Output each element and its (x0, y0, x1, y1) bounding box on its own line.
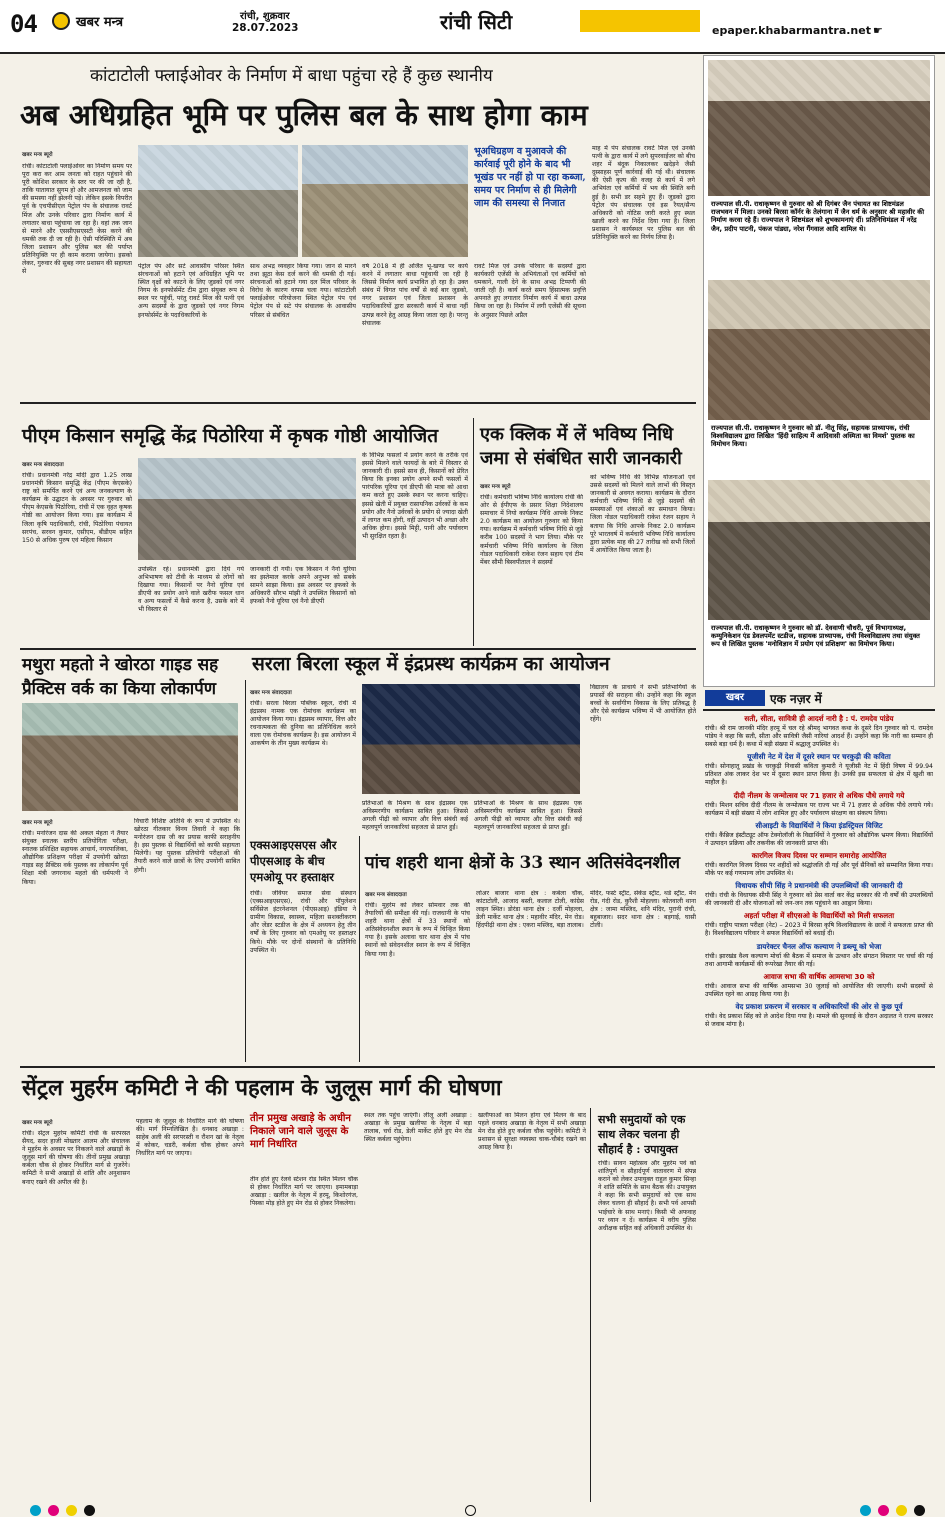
registration-mark (896, 1505, 907, 1516)
story7-col3: मंदिर, फर्स्ट स्ट्रीट, सेकेंड स्ट्रीट, थर्ड स्ट्रीट, मेन रोड, गंदी रोड, कुरैशी मोहल्ला। कोतवाली थाना क्षेत्र : जामा मस्जिद, शनि मंदिर, पुरानी रांची, बहुबाजार। सदर थाना क्षेत्र : बड़गाई, घासी टोली। (590, 890, 696, 930)
sidebar-caption-3: राज्यपाल सी.पी. राधाकृष्णन ने गुरुवार को डॉ. देववाणी चौधरी, पूर्व विभागाध्यक्ष, कम्युनिकेशन एंड डेवलपमेंट स्टडीज, सहायक प्राध्यापक, रांची विश्वविद्यालय तथा संयुक्त रूप से लिखित पुस्तक 'मनोविज्ञान में प्रयोग एवं प्रशिक्षण' का विमोचन किया। (708, 622, 930, 684)
story3-headline-line2: जमा से संबंधित सारी जानकारी (480, 448, 682, 469)
story1-byline: खबर मन्त्र ब्यूरो (22, 152, 53, 158)
story9-headline-line2: साथ लेकर चलना ही (598, 1128, 680, 1141)
divider (359, 836, 360, 1062)
story1-kicker: कांटाटोली फ्लाईओवर के निर्माण में बाधा पहुंचा रहे हैं कुछ स्थानीय (90, 66, 493, 86)
pointer-icon: ☛ (873, 24, 883, 37)
khabar-nazar-title: एक नज़र में (770, 692, 822, 706)
story2-col1: रांची। प्रधानमंत्री नरेंद्र मोदी द्वारा 1.25 लाख प्रधानमंत्री किसान समृद्धि केंद्र (पीएम केएसके) राष्ट्र को समर्पित करने एवं अन्य जनकल्याण के कार्यक्रम के उद्घाटन के अवसर पर गुरुवार को पीएम केएसके पिठोरिया, रांची में एक वृहत कृषक गोष्ठी का आयोजन किया गया। इस कार्यक्रम में जिला कृषि पदाधिकारी, रांची, पिठोरिया पंचायत सरपंच, सरवन कुमार, एसीएम, बीडीएम सहित 150 से अधिक पुरुष एवं महिला किसान (22, 472, 132, 544)
story2-photo-farmers-meet (138, 458, 356, 560)
story5-col1: रांची। सरला बिरला पब्लिक स्कूल, रांची में इंद्रप्रस्थ नामक एक रोमांचक कार्यक्रम का आयोजन किया गया। इंद्रप्रस्थ व्यापार, वित्त और रचनात्मकता की दुनिया का प्रतिनिधित्व करने वाला एक रोमांचक कार्यक्रम है। इस आयोजन में आकर्षण के तीन मुख्य कार्यक्रम थे। (250, 700, 356, 748)
khabar-nazar-tag: खबर (705, 690, 765, 706)
nazar-item-body: रांची। सोनाहातू प्रखंड के चरकुढ़ी निवासी कविता कुमारी ने यूजीसी नेट में हिंदी विषय में 99.94 प्रतिशत अंक लाकर देश भर में दूसरा स्थान प्राप्त किया है। उनकी इस सफलता से क्षेत्र में खुशी का माहौल है। (705, 763, 933, 787)
story6-headline-line3: एमओयू पर हस्ताक्षर (250, 870, 334, 884)
story1-photo-excavator (302, 145, 468, 257)
nazar-item-body: रांची। वेद प्रकाश सिंह को ले आदेश दिया गया है। मामले की सुनवाई के दौरान अदालत ने राज्य सरकार से जवाब मांगा है। (705, 1012, 933, 1028)
story9-headline-line3: सौहार्द है : उपायुक्त (598, 1143, 678, 1156)
story4-headline-line2: प्रैक्टिस वर्क का किया लोकार्पण (22, 679, 217, 699)
story5-col3: विद्यालय के प्राचार्य ने सभी प्रतिभागियों के प्रयासों की सराहना की। उन्होंने कहा कि स्कूल बच्चों के सर्वांगीण विकास के लिए प्रतिबद्ध है और ऐसे कार्यक्रम भविष्य में भी आयोजित होते रहेंगे। (590, 684, 696, 724)
divider (703, 709, 935, 711)
registration-mark (914, 1505, 925, 1516)
story5-photo-stage (362, 684, 580, 794)
story3-byline: खबर मन्त्र ब्यूरो (480, 484, 511, 490)
nazar-item-head: आवाज सभा की वार्षिक आमसभा 30 को (763, 971, 875, 981)
story4-headline-line1: मथुरा महतो ने खोरठा गाइड सह (22, 655, 219, 675)
story8-col1: रांची। सेंट्रल मुहर्रम कमिटी रांची के सरपरस्त सैयद, सदर हाजी मोख्तार आलम और संचालक ने मुहर्रम के अवसर पर निकलने वाले अखाड़ों के जुलूस मार्ग की घोषणा की। तीनों प्रमुख अखाड़ा कर्बला चौक से होकर निर्धारित मार्ग से गुजरेंगे। कमिटी ने सभी अखाड़ों से शांति और अनुशासन बनाए रखने की अपील की है। (22, 1130, 130, 1186)
sidebar-caption-1: राज्यपाल सी.पी. राधाकृष्णन से गुरुवार को श्री दिगंबर जैन पंचायत का शिष्टमंडल राजभवन में मिला। उनको बिरसा कॉर्नर के तेलंगाना में जैन धर्म के अनुसार श्री महावीर की निर्माण करवा रहे हैं। राज्यपाल ने शिष्टमंडल को शुभकामनाएं दीं। प्रतिनिधिमंडल में नरेंद्र जैन, प्रदीप पाटनी, पंकज पांड्या, नरेश गैंगवाल आदि शामिल थे। (708, 198, 930, 270)
story9-body: रांची। सावन महोत्सव और मुहर्रम पर्व को शांतिपूर्ण व सौहार्दपूर्ण वातावरण में संपन्न कराने को लेकर उपायुक्त राहुल कुमार सिन्हा ने शांति समिति के साथ बैठक की। उपायुक्त ने कहा कि सभी समुदायों को एक साथ लेकर चलना ही सौहार्द है। सभी पर्व आपसी भाईचारे के साथ मनाएं। किसी भी अफवाह पर ध्यान न दें। कार्यक्रम में वरीय पुलिस अधीक्षक सहित कई अधिकारी उपस्थित थे। (598, 1160, 696, 1232)
registration-mark (860, 1505, 871, 1516)
story2-col3: जानकारी दी गयी। एक किसान ने नैनो यूरिया का इस्तेमाल करके अपने अनुभव को सबके सामने साझा किया। इस अवसर पर इफको के अधिकारी सौरभ मांझी ने उपस्थित किसानों को इफको नैनो यूरिया एवं नैनो डीएपी (250, 566, 356, 606)
story5-byline: खबर मन्त्र संवाददाता (250, 690, 292, 696)
sidebar-photo-1 (708, 60, 930, 196)
story2-col2: उपस्थित रहे। प्रधानमंत्री द्वारा दिये गये अभिभाषण को टीवी के माध्यम से लोगों को दिखाया गया। किसानों पर नैनो यूरिया एवं डीएपी का प्रयोग आने वाले खरीफ फसल धान व अन्य फसलों में कैसे करना है, उसके बारे में भी विस्तार से (138, 566, 244, 614)
story8-col3: तीन होते हुए रेलवे स्टेशन रोड स्थित मिलन चौक से होकर निर्धारित मार्ग पर जाएगा। इमामबाड़ा अखाड़ा : खलील के नेतृत्व में हरमू, किशोरगंज, पिस्का मोड़ होते हुए मेन रोड से होकर निकलेगा। (250, 1176, 358, 1208)
story1-pullquote: भूअधिग्रहण व मुआवजे की कार्रवाई पूरी होने के बाद भी भूखंड पर नहीं हो पा रहा कब्जा, समय पर निर्माण से ही मिलेगी जाम की समस्या से निजात (474, 146, 586, 209)
brand-logo-icon (52, 12, 70, 30)
story6-headline-line2: पीएसआइ के बीच (250, 854, 325, 868)
story1-col1: रांची। कांटाटोली फ्लाईओवर का निर्माण समय पर पूरा करा कर आम जनता को राहत पहुंचाने की पूरी कोशिश सरकार के स्तर पर की जा रही है, ताकि यातायात सुगम हो और आमजनता को जाम की समस्या नहीं झेलनी पड़े। लेकिन इसके विपरीत पूर्व के एचपीसीएल पेट्रोल पंप के संचालक रावर्ट मिंज और उनके परिवार द्वारा निर्माण कार्य में लगातार बाधा पहुंचाया जा रहा है। वहां तक जान से मारने और एससीएसएसटी केस करने की धमकी तक दी जा रही है। ऐसी परिस्थिति में अब जिला प्रशासन और पुलिस बल की पर्याप्त प्रतिनियुक्ति पर ही काम कराया जायेगा। इसको लेकर, गुरुवार की सुबह नगर प्रशासन की सहायता से (22, 163, 132, 276)
sidebar-caption-2: राज्यपाल सी.पी. राधाकृष्णन ने गुरुवार को डॉ. नीतू सिंह, सहायक प्राध्यापक, रांची विश्वविद्यालय द्वारा लिखित 'हिंदी साहित्य में आदिवासी अस्मिता का विमर्श' पुस्तक का विमोचन किया। (708, 422, 930, 474)
brand-name: खबर मन्त्र (76, 15, 124, 30)
story3-headline-line1: एक क्लिक में लें भविष्य निधि (480, 424, 674, 445)
nazar-item-body: रांची। कैंब्रिज इंस्टीट्यूट ऑफ टेक्नोलॉजी के विद्यार्थियों ने गुरुवार को औद्योगिक भ्रमण किया। विद्यार्थियों ने उत्पादन प्रक्रिया और तकनीक की जानकारी प्राप्त की। (705, 831, 933, 847)
city-day: रांची, शुक्रवार (240, 11, 290, 22)
story2-byline: खबर मन्त्र संवाददाता (22, 462, 64, 468)
story1-col5: रावर्ट मिंज एवं उनके परिवार के सदस्यों द्वारा कार्यकारी एजेंसी के अभियंताओं एवं कर्मियों को धमकाने, गाली देने के साथ अभद्र टिप्पणी की जाती रही है। कार्य करते समय हिंसात्मक प्रवृत्ति अपनाते हुए लगातार निर्माण कार्य में बाधा उत्पन्न किया जा रहा है। निर्माण में लगी एजेंसी की सूचना के अनुसार पिछले अप्रैल (474, 263, 586, 319)
story5-headline: सरला बिरला स्कूल में इंद्रप्रस्थ कार्यक्रम का आयोजन (252, 653, 610, 675)
story5-col4: प्रतिभाओं के मिश्रण के साथ इंद्रप्रस्थ एक अविस्मरणीय कार्यक्रम साबित हुआ। जिससे अगली पीढ़ी को व्यापार और वित्त संबंधी कई महत्वपूर्ण जानकारियां सहजता से प्राप्त हुईं। (474, 800, 582, 832)
story7-col2: लोअर बाजार थाना क्षेत्र : कर्बला चौक, कांटाटोली, आजाद बस्ती, कलाल टोली, कांग्रेस लाइन स्थित। डोरंडा थाना क्षेत्र : दर्जी मोहल्ला, डेली मार्केट थाना क्षेत्र : महावीर मंदिर, मेन रोड। हिंदपीढ़ी थाना क्षेत्र : एकरा मस्जिद, बड़ा तालाब। (476, 890, 584, 930)
story8-col2: पहलाम के जुलूस के निर्धारित मार्ग की घोषणा की। मार्ग निम्नलिखित है। धनबाद अखाड़ा : साहेब अली की सरपरस्ती व रौशन खां के नेतृत्व में कोकर, चडरी, कर्बला चौक होकर अपने निर्धारित मार्ग पर जाएगा। (136, 1118, 244, 1158)
nazar-item-body: रांची। आवाज सभा की वार्षिक आमसभा 30 जुलाई को आयोजित की जाएगी। सभी सदस्यों से उपस्थित रहने का आग्रह किया गया है। (705, 982, 933, 998)
story4-byline: खबर मन्त्र ब्यूरो (22, 820, 53, 826)
story1-headline: अब अधिग्रहित भूमि पर पुलिस बल के साथ होगा काम (20, 98, 588, 132)
story2-headline: पीएम किसान समृद्धि केंद्र पिठोरिया में कृषक गोष्ठी आयोजित (22, 425, 439, 447)
registration-mark (878, 1505, 889, 1516)
section-title: रांची सिटी (440, 10, 513, 34)
story1-col6: माह में पंप संचालक रावर्ट मिंज एवं उनकी पत्नी के द्वारा कार्य में लगे सुपरवाईजर को बीच शहर में बंदूक निकालकर खदेड़ने जैसी दुस्साहस पूर्ण कार्रवाई की गई थी। संचालक की ऐसी कृत्य की वजह से कार्य में लगे अभियंता एवं कर्मियों में भय की स्थिति बनी हुई है। सभी डर सहमे हुए हैं। जुडको द्वारा पेट्रोल पंप संचालक एवं इस रैयत/सैन्य अधिकारी को नोटिस जारी करते हुए स्थल खाली करने का निर्देश दिया गया है। जिला प्रशासन ने कार्यस्थल पर पुलिस बल की प्रतिनियुक्ति करने का निर्णय लिया है। (592, 145, 695, 242)
nazar-item-body: रांची। श्री राम जानकी मंदिर हरमू में चल रहे श्रीमद् भागवत कथा के दूसरे दिन गुरुवार को पं. रामदेव पांडेय ने कहा कि सती, सीता और सावित्री जैसी नारियां आदर्श हैं। उन्होंने कहा कि नारी का सम्मान ही सबसे बड़ा धर्म है। कथा में बड़ी संख्या में श्रद्धालु उपस्थित थे। (705, 725, 933, 749)
story7-headline: पांच शहरी थाना क्षेत्रों के 33 स्थान अतिसंवेदनशील (365, 853, 680, 873)
registration-mark (30, 1505, 41, 1516)
story8-subhead: तीन प्रमुख अखाड़े के अधीन निकाले जाने वाले जुलूस के मार्ग निर्धारित (250, 1113, 351, 1150)
divider (473, 418, 474, 646)
khabar-nazar-list (705, 712, 933, 1497)
nazar-item-head: वेद प्रकाश प्रकरण में सरकार व अधिकारियों की ओर से कुछ पूर्व (735, 1001, 903, 1011)
divider (590, 1108, 591, 1502)
story4-col1: रांची। मनोरंजन दास की अकल मेहता ने तैयार संयुक्त स्नातक स्तरीय प्रतियोगिता परीक्षा, स्नातक प्रशिक्षित सहायक आचार्य, नगरपालिका, औद्योगिक प्रशिक्षण परीक्षा में उपयोगी खोरठा गाइड सह प्रैक्टिस वर्क पुस्तक का लोकार्पण पूर्व शिक्षा मंत्री जगरनाथ महतो की धर्मपत्नी ने किया। (22, 830, 128, 886)
nazar-item-head: सती, सीता, सावित्री ही आदर्श नारी है : पं. रामदेव पांडेय (744, 714, 894, 723)
nazar-item-head: अहर्ता परीक्षा में सीएसओ के विद्यार्थियों को मिली सफलता (743, 911, 895, 921)
divider (20, 402, 696, 404)
story9-headline-line1: सभी समुदायों को एक (598, 1113, 686, 1126)
story1-col2: पेट्रोल पंप और सटे आवासीय परिसर स्थित संरचनाओं को हटाने एवं अधिग्रहित भूमि पर स्थित वृक्षों को काटने के लिए जुडको एवं नगर निगम के इनफोर्समेंट टीम द्वारा संयुक्त रूप से स्थल पर पहुंचीं, परंतु रावर्ट मिंज की पत्नी एवं अन्य सदस्यों के द्वारा जुडको एवं नगर निगम इनफोर्समेंट के पदाधिकारियों के (138, 263, 244, 319)
divider (245, 680, 246, 1062)
issue-date: 28.07.2023 (232, 22, 299, 34)
story8-headline: सेंट्रल मुहर्रम कमिटी ने की पहलाम के जुलूस मार्ग की घोषणा (22, 1075, 502, 1101)
story6-body: रांची। जेवियर समाज सेवा संस्थान (एक्सआइएसएस), रांची और पॉपुलेशन सर्विसेज इंटरनेशनल (पीएसआइ) इंडिया ने ग्रामीण विकास, स्वास्थ्य, महिला सशक्तीकरण और जेंडर स्टडीज के क्षेत्र में अध्ययन हेतु तीन वर्षों के लिए गुरुवार को एमओयू पर हस्ताक्षर किये। मौके पर दोनों संस्थानों के प्रतिनिधि उपस्थित थे। (250, 890, 356, 954)
story5-col2: प्रतिभाओं के मिश्रण के साथ इंद्रप्रस्थ एक अविस्मरणीय कार्यक्रम साबित हुआ। जिससे अगली पीढ़ी को व्यापार और वित्त संबंधी कई महत्वपूर्ण जानकारियां सहजता से प्राप्त हुईं। (362, 800, 468, 832)
story8-col5: खलीफाओं का मिलन होगा एवं मिलन के बाद पहले धनबाद अखाड़ा के नेतृत्व में सभी अखाड़ा मेन रोड होते हुए कर्बला चौक पहुंचेंगे। कमिटी ने प्रशासन से सुरक्षा व्यवस्था चाक-चौबंद रखने का आग्रह किया है। (478, 1112, 586, 1152)
nazar-item-body: रांची। झारखंड वैश्य कल्याण मोर्चा की बैठक में समाज के उत्थान और संगठन विस्तार पर चर्चा की गई तथा आगामी कार्यक्रमों की रूपरेखा तैयार की गई। (705, 952, 933, 968)
story7-byline: खबर मन्त्र संवाददाता (365, 892, 407, 898)
crosshair-icon (465, 1505, 476, 1516)
registration-mark (48, 1505, 59, 1516)
epaper-url[interactable]: epaper.khabarmantra.net (712, 24, 871, 37)
sidebar-photo-3 (708, 480, 930, 620)
story6-headline-line1: एक्सआइएसएस और (250, 838, 337, 852)
nazar-item-head: दीदी नीलम के जन्मोत्सव पर 71 हजार से अधिक पौधे लगाये गये (733, 790, 905, 800)
story1-col3: साथ अभद्र व्यवहार किया गया। जान से मारने तथा झूठा केस दर्ज करने की धमकी दी गई। संरचनाओं को हटाने गया दल मिंज परिवार के विरोध के कारण वापस चला गया। कांटाटोली फ्लाईओवर परियोजना स्थित पेट्रोल पंप एवं पेट्रोल पंप से सटे पंप संचालक के आवासीय परिसर से संबंधित (250, 263, 356, 319)
page-number: 04 (10, 10, 37, 38)
nazar-item-head: विधायक सीपी सिंह ने प्रधानमंत्री की उपलब्धियों की जानकारी दी (735, 881, 903, 891)
story3-col1: रांची। कर्मचारी भविष्य निधि कार्यालय रांची की ओर से ईपीएफ के प्रसार शिक्षा निदेशालय समाचार में नियो कार्यक्रम निधि आपके निकट 2.0 कार्यक्रम का आयोजन गुरुवार को किया गया। कार्यक्रम में कर्मचारी भविष्य निधि से जुड़े करीब 100 सदस्यों ने भाग लिया। मौके पर कर्मचारी भविष्य निधि कार्यालय के जिला नोडल पदाधिकारी राकेश रंजन सहाय एवं टीम मेंबर सौमी बिस्वपीताल ने सदस्यों (480, 494, 583, 566)
story7-col1: रांची। मुहर्रम को लेकर सोमवार तक की तैयारियों की समीक्षा की गई। राजधानी के पांच शहरी थाना क्षेत्रों में 33 स्थानों को अतिसंवेदनशील स्थान के रूप में चिन्हित किया गया है। इसके अलावा चार थाना क्षेत्र में पांच स्थानों को संवेदनशील स्थान के रूप में चिन्हित किया गया है। (365, 902, 470, 958)
story8-byline: खबर मन्त्र ब्यूरो (22, 1120, 53, 1126)
nazar-item-head: सीआइटी के विद्यार्थियों ने किया इंडस्ट्रियल विजिट (755, 820, 883, 830)
story4-col2: विचारी विशिष्ट अतिथि के रूप में उपस्थित थे। खोरठा गीतकार विनय तिवारी ने कहा कि मनोरंजन दास जी का प्रयास काफी सराहनीय है। इस पुस्तक से विद्यार्थियों को काफी सहायता मिलेगी। यह पुस्तक प्रतियोगी परीक्षाओं की तैयारी करने वाले छात्रों के लिए उपयोगी साबित होगी। (134, 818, 240, 874)
nazar-item-body: रांची। मिशन सचिव दीदी नीलम के जन्मोत्सव पर राज्य भर में 71 हजार से अधिक पौधे लगाये गये। कार्यक्रम में बड़ी संख्या में लोग शामिल हुए और पर्यावरण संरक्षण का संकल्प लिया। (705, 801, 933, 817)
story1-photo-petrol-pump (138, 145, 298, 257)
story4-photo-book-launch (22, 703, 238, 811)
masthead-yellow-band (580, 10, 700, 32)
story3-col2: को भविष्य निधि की विभिन्न योजनाओं एवं उससे सदस्यों को मिलने वाले लाभों की विस्तृत जानकारी से अवगत कराया। कार्यक्रम के दौरान कर्मचारी भविष्य निधि से जुड़े सदस्यों की समस्याओं एवं शंकाओं का समाधान किया। जिला नोडल पदाधिकारी राकेश रंजन सहाय ने बताया कि निधि आपके निकट 2.0 कार्यक्रम पूरे भारतवर्ष में कर्मचारी भविष्य निधि कार्यालय द्वारा प्रत्येक माह की 27 तारीख को सभी जिलों में आयोजित किया जाता है। (590, 474, 695, 554)
story2-col4: के विभिन्न फसलों में प्रयोग करने के तरीके एवं इससे मिलने वाले फायदों के बारे में विस्तार से जानकारी दी। इससे साथ ही, किसानों को प्रेरित किया कि इनका प्रयोग अपने सभी फसलों में पारंपरिक यूरिया एवं डीएपी की मात्रा को आधा कम करते हुए उसके स्थान पर करना चाहिए। इससे खेती में प्रयुक्त रासायनिक उर्वरकों के कम प्रयोग और नैनो उर्वरकों के प्रयोग से ज्यादा खेती में लागत कम होगी, वहीं उत्पादन भी अच्छा और अधिक होगा। इससे मिट्टी, पानी और पर्यावरण भी सुरक्षित रहता है। (362, 452, 468, 540)
nazar-item-head: यूजीसी नेट में देश में दूसरे स्थान पर चरकुढ़ी की कविता (747, 752, 891, 762)
nazar-item-body: रांची। राष्ट्रीय पात्रता परीक्षा (नेट) – 2023 में बिरसा कृषि विश्वविद्यालय के छात्रों ने सफलता प्राप्त की है। विश्वविद्यालय परिवार ने सफल विद्यार्थियों को बधाई दी। (705, 922, 933, 938)
nazar-item-head: कारगिल विजय दिवस पर सम्मान समारोह आयोजित (751, 850, 887, 860)
nazar-item-body: रांची। रांची के विधायक सीपी सिंह ने गुरुवार को प्रेस वार्ता कर केंद्र सरकार की नौ वर्षों की उपलब्धियों की जानकारी दी और योजनाओं को जन-जन तक पहुंचाने का आह्वान किया। (705, 892, 933, 908)
sidebar-photo-2 (708, 280, 930, 420)
registration-mark (66, 1505, 77, 1516)
nazar-item-body: रांची। कारगिल विजय दिवस पर शहीदों को श्रद्धांजलि दी गई और पूर्व सैनिकों को सम्मानित किया गया। मौके पर कई गणमान्य लोग उपस्थित थे। (705, 861, 933, 878)
nazar-item-head: डायरेक्टर चैनल ऑफ कल्याण ने डब्ल्यू को भेजा (756, 941, 882, 951)
registration-mark (84, 1505, 95, 1516)
story8-col4: स्थल तक पहुंच जाएंगी। लीलू अली अखाड़ा : अखाड़ा के प्रमुख खलीफा के नेतृत्व में बड़ा तालाब, चर्च रोड, डेली मार्केट होते हुए मेन रोड स्थित कर्बला पहुंचेगा। (364, 1112, 472, 1144)
story1-col4: वर्ष 2018 में ही अर्जित भू-खण्ड पर कार्य करने में लगातार बाधा पहुंचायी जा रही है जिससे निर्माण कार्य प्रभावित हो रहा है। उक्त संबंध में विगत पांच वर्षों से कई बार जुडको, नगर प्रशासन एवं जिला प्रशासन के पदाधिकारियों द्वारा सरकारी कार्य में बाधा नहीं उत्पन्न करने हेतु आग्रह किया जाता रहा है। परन्तु संचालक (362, 263, 468, 327)
